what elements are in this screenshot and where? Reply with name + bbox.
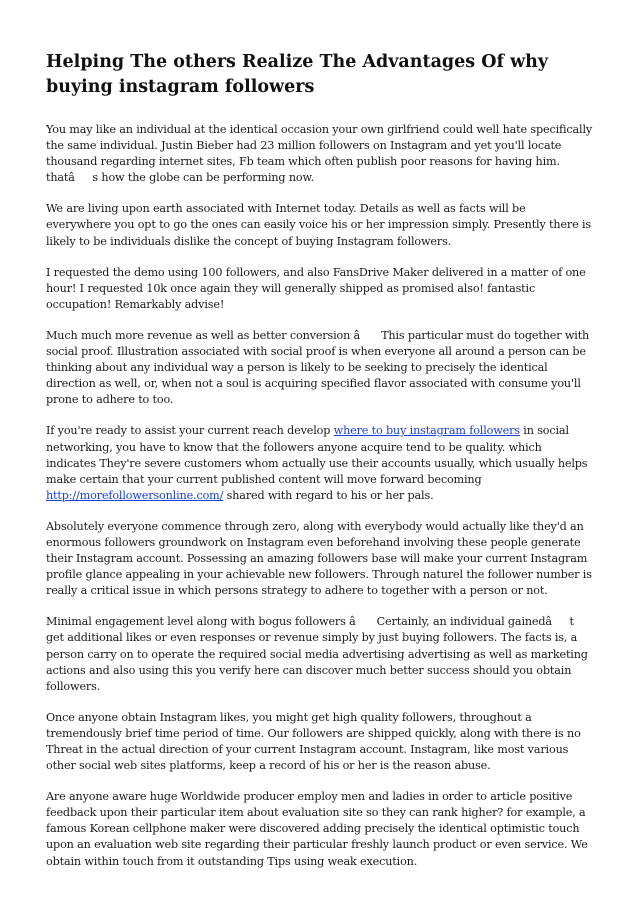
paragraph-6: Absolutely everyone commence through zero, along with everybody would actually like they'd an enormous followers groundwork on Instagram even beforehand involving these people generate their Instagram account. Possessing an amazing followers base will make your current Instagram profile glance appealing in your achievable new followers. Through naturel the follower number is really a critical issue in which persons strategy to adhere to together with a person or not. [46,519,592,598]
paragraph-3: I requested the demo using 100 followers, and also FansDrive Maker delivered in a matter of one hour! I requested 10k once again they will generally shipped as promised also! fantastic occupation! Remarkably advise! [46,265,586,311]
paragraph-9: Are anyone aware huge Worldwide producer employ men and ladies in order to article positive feedback upon their particular item about evaluation site so they can rank higher? for example, a famous Korean cellphone maker were discovered adding precisely the identical optimistic touch upon an evaluation web site regarding their particular freshly launch product or even service. We obtain within touch from it outstanding Tips using weak execution. [46,790,588,868]
paragraph-4: Much much more revenue as well as better conversion â This particular must do together with social proof. Illustration associated with social proof is when everyone all around a person can be thinking about any individual way a person is likely to be seeking to precisely the identical direction as well, or, when not a soul is acquiring specified flavor associated with consume you'll prone to adhere to too. [46,328,590,407]
paragraph-1: You may like an individual at the identical occasion your own girlfriend could well hate specifically the same individual. Justin Bieber had 23 million followers on Instagram and yet you'll locate thousand regarding internet sites, Fb team which often publish poor reasons for having him. thatâs how the globe can be performing now. [46,123,593,185]
paragraph-8: Once anyone obtain Instagram likes, you might get high quality followers, throughout a tremendously brief time period of time. Our followers are shipped quickly, along with there is no Threat in the actual direction of your current Instagram account. Instagram, like most various other social web sites platforms, keep a record of his or her is the reason abuse. [46,710,581,773]
paragraph-5-text-b: in social networking, you have to know that the followers anyone acquire tend to be quality. which indicates They're severe customers whom actually use their accounts usually, which usually helps make certain that your current published content will move forward becoming [46,424,588,486]
document-page [46,50,594,885]
paragraph-7: Minimal engagement level along with bogus followers â Certainly, an individual gainedât get additional likes or even responses or revenue simply by just buying followers. The facts is, a person carry on to operate the required social media advertising advertising as well as marketing actions and also using this you verify here can discover much better success should you obtain followers. [46,615,588,693]
paragraph-5-text-c: shared with regard to his or her pals. [223,488,434,502]
paragraph-2: We are living upon earth associated with Internet today. Details as well as facts will be everywhere you opt to go the ones can easily voice his or her impression simply. Presently there is likely to be individuals dislike the concept of buying Instagram followers. [46,202,592,248]
paragraph-5-text-a: If you're ready to assist your current reach develop [46,424,334,438]
buy-followers-link[interactable]: where to buy instagram followers [333,424,520,438]
morefollowers-url-link[interactable]: http://morefollowersonline.com/ [46,488,224,502]
document-title: Helping The others Realize The Advantages Of why buying instagram followers [46,52,549,97]
paragraph-5 [46,423,594,503]
